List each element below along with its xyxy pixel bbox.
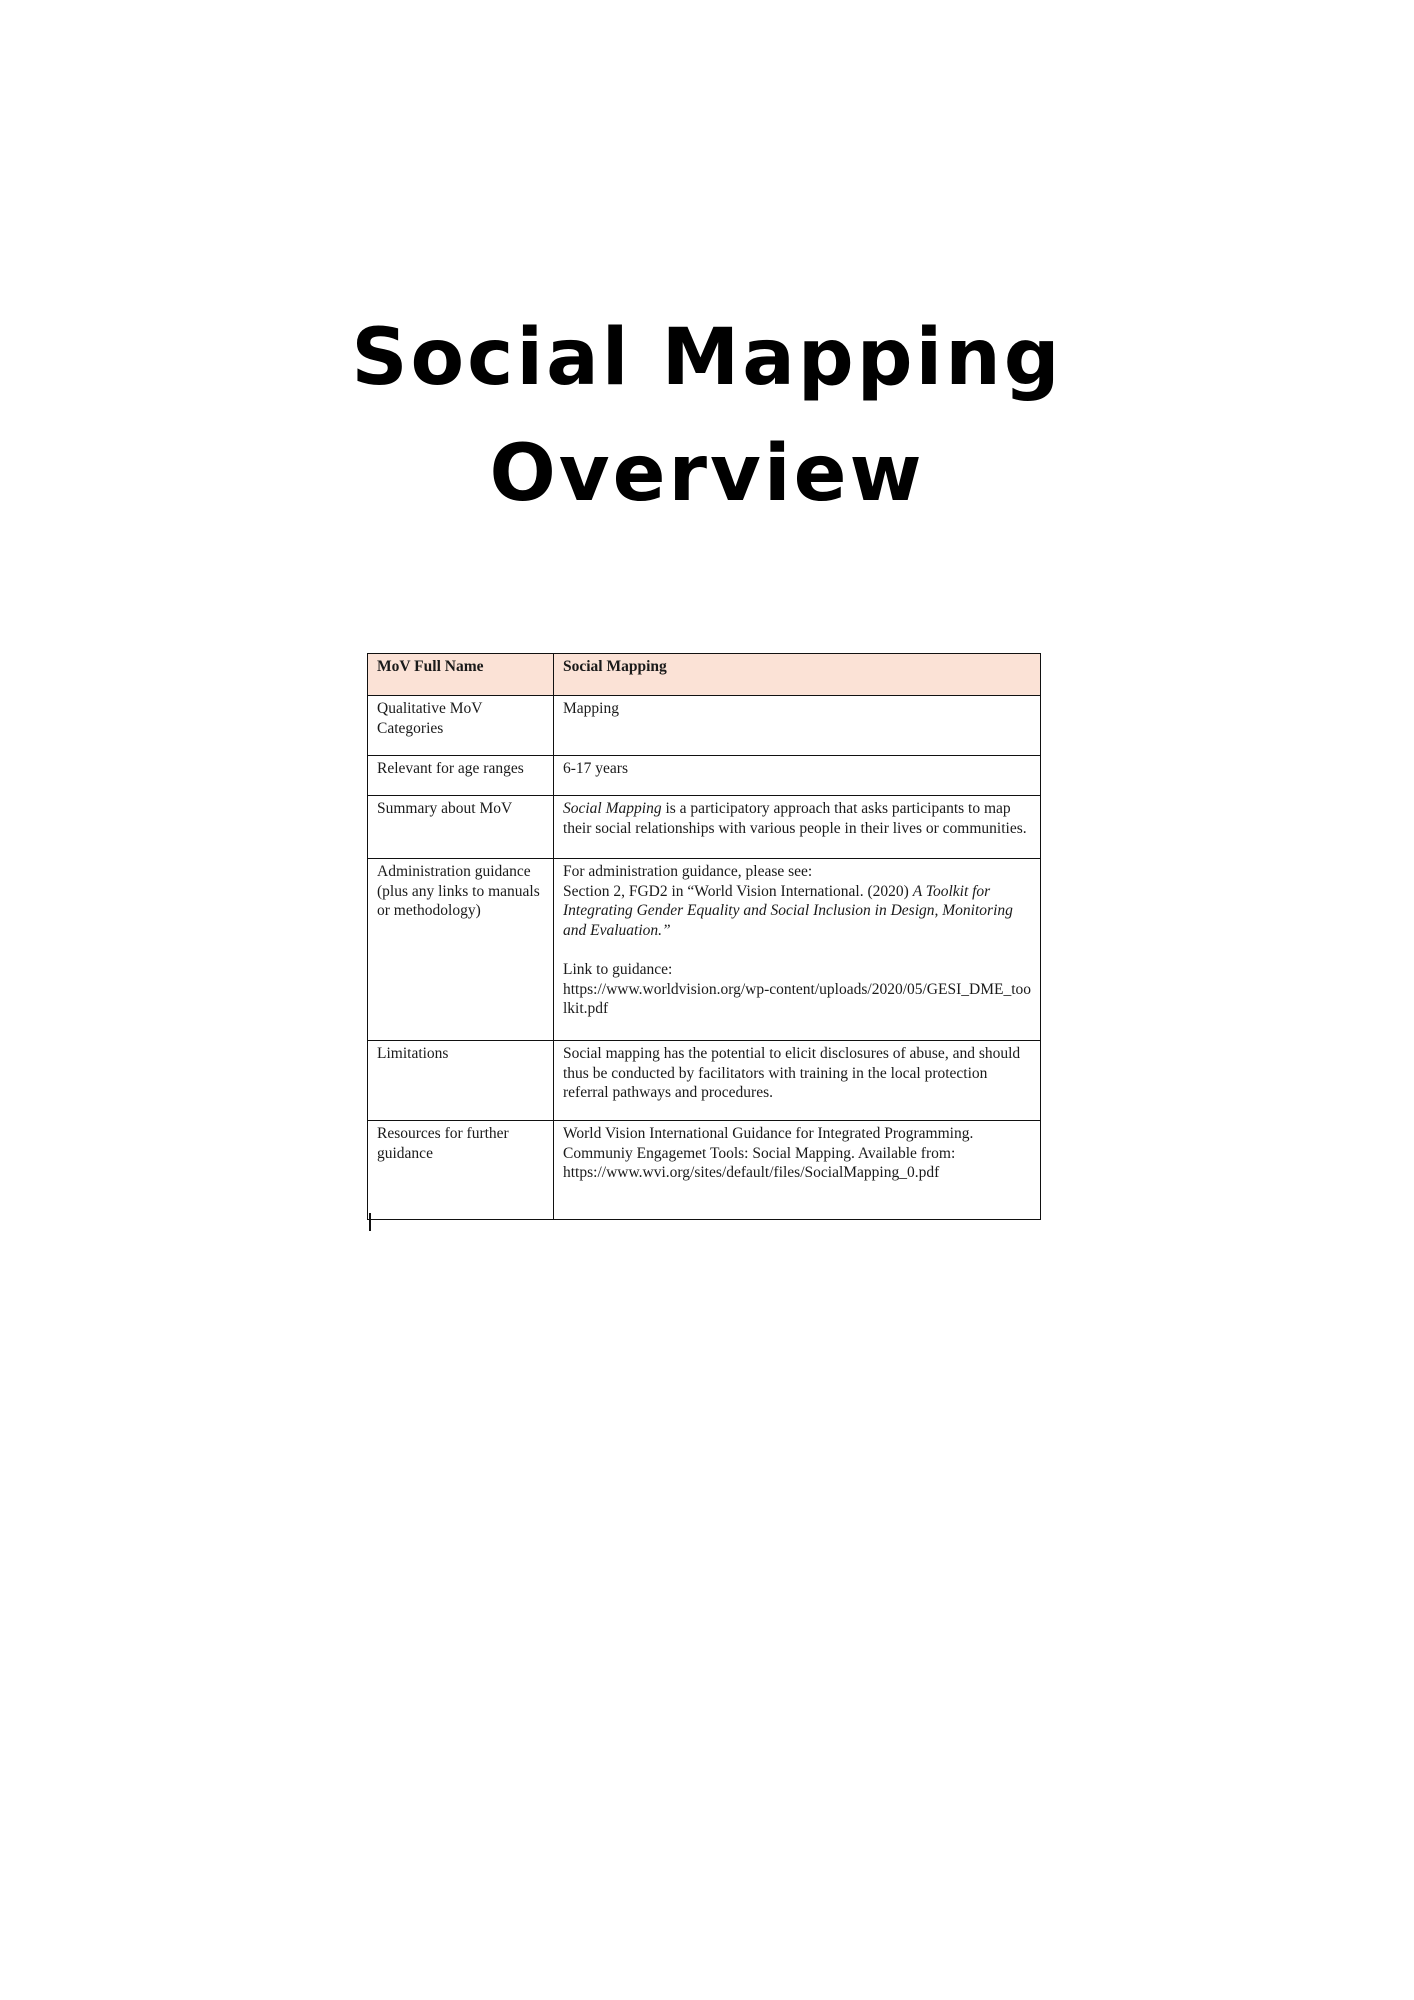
summary-italic: Social Mapping (563, 800, 662, 817)
table-row-header (368, 654, 1041, 696)
header-label: MoV Full Name (368, 654, 554, 696)
text-cursor (369, 1213, 371, 1231)
table-row-admin (368, 859, 1041, 1041)
title-line-2: Overview (489, 429, 925, 519)
resources-value: World Vision International Guidance for Integrated Programming. Communiy Engagemet Tools: Social Mapping. Available from: https://www.wvi.org/sites/default/files/SocialMapping_0.pdf (554, 1121, 1041, 1220)
summary-value (554, 796, 1041, 859)
admin-line2-start: Section 2, FGD2 in “World Vision International. (2020) (563, 882, 913, 900)
table-row-resources (368, 1121, 1041, 1220)
admin-link-url: https://www.worldvision.org/wp-content/uploads/2020/05/GESI_DME_toolkit.pdf (563, 980, 1031, 1017)
header-value: Social Mapping (554, 654, 1041, 696)
categories-label: Qualitative MoV Categories (368, 696, 554, 756)
table-row-age (368, 756, 1041, 796)
admin-value (554, 859, 1041, 1041)
limitations-value: Social mapping has the potential to elicit disclosures of abuse, and should thus be conducted by facilitators with training in the local protection referral pathways and procedures. (554, 1041, 1041, 1121)
categories-value: Mapping (554, 696, 1041, 756)
summary-label: Summary about MoV (368, 796, 554, 859)
table-row-categories (368, 696, 1041, 756)
admin-link-label: Link to guidance: (563, 961, 673, 978)
summary-rest: is a participatory approach that asks participants to map their social relationships with various people in their lives or communities. (563, 800, 1027, 837)
title-line-1: Social Mapping (351, 313, 1063, 403)
admin-line1: For administration guidance, please see: (563, 863, 813, 880)
age-label: Relevant for age ranges (368, 756, 554, 796)
mov-table (367, 653, 1041, 1220)
page-title (0, 300, 1414, 532)
admin-line2-end: ” (662, 921, 671, 939)
table-row-summary (368, 796, 1041, 859)
admin-line2 (563, 882, 1032, 941)
limitations-label: Limitations (368, 1041, 554, 1121)
resources-label: Resources for further guidance (368, 1121, 554, 1220)
admin-label: Administration guidance (plus any links to manuals or methodology) (368, 859, 554, 1041)
table-row-limitations (368, 1041, 1041, 1121)
age-value: 6-17 years (554, 756, 1041, 796)
admin-line2-italic: A Toolkit for Integrating Gender Equality and Social Inclusion in Design, Monitoring and Evaluation. (563, 882, 1013, 939)
